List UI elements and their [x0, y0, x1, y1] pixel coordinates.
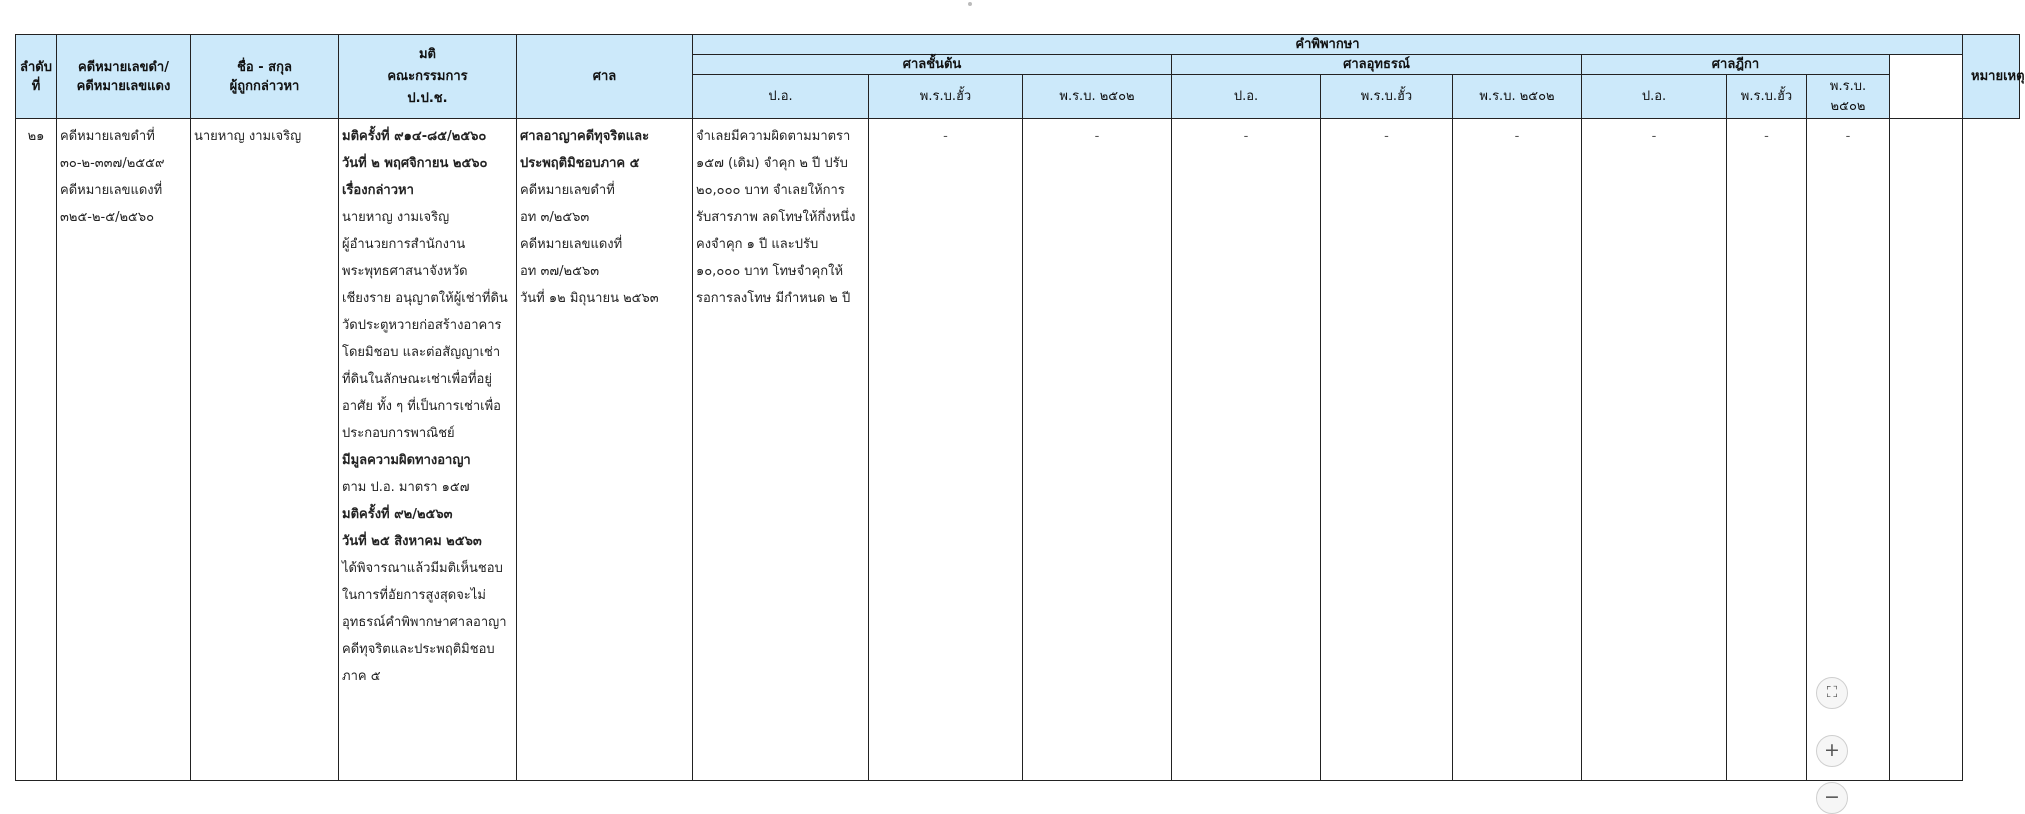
cell-resolution_lines-line: พระพุทธศาสนาจังหวัด: [342, 264, 468, 279]
first-penal-line: ๑๕๗ (เดิม) จำคุก ๒ ปี ปรับ: [696, 156, 848, 171]
header-appeal-act2: พ.ร.บ. ๒๕๐๒: [1453, 75, 1582, 119]
header-supreme-penal: ป.อ.: [1582, 75, 1727, 119]
cell-appeal-act1: -: [1321, 119, 1453, 781]
fit-page-icon: ⛶: [1826, 683, 1838, 701]
cell-resolution_lines-line: มติครั้งที่ ๙๑๔-๘๕/๒๕๖๐: [342, 129, 487, 144]
cell-resolution_lines-line: ในการที่อัยการสูงสุดจะไม่: [342, 588, 486, 603]
cell-court: [517, 119, 693, 781]
header-case-no: คดีหมายเลขดำ/ คดีหมายเลขแดง: [57, 35, 191, 119]
cell-supreme-act1: -: [1727, 119, 1807, 781]
cell-name: นายหาญ งามเจริญ: [191, 119, 339, 781]
header-appeal-court: ศาลอุทธรณ์: [1172, 55, 1582, 75]
cell-resolution_lines-line: มีมูลความผิดทางอาญา: [342, 453, 471, 468]
cell-appeal-penal: -: [1172, 119, 1321, 781]
cell-court_lines-line: คดีหมายเลขแดงที่: [520, 237, 623, 252]
header-appeal-penal: ป.อ.: [1172, 75, 1321, 119]
cell-resolution: [339, 119, 517, 781]
minus-icon: −: [1824, 786, 1840, 808]
cell-resolution_lines-line: ภาค ๕: [342, 669, 381, 684]
table-row: [16, 119, 2020, 781]
cell-resolution_lines-line: อุทธรณ์คำพิพากษาศาลอาญา: [342, 615, 507, 630]
header-name: ชื่อ - สกุล ผู้ถูกกล่าวหา: [191, 35, 339, 119]
cell-court_lines-line: คดีหมายเลขดำที่: [520, 183, 615, 198]
plus-icon: +: [1824, 739, 1840, 761]
zoom-out-button[interactable]: [1816, 782, 1848, 814]
cell-resolution_lines-line: ประกอบการพาณิชย์: [342, 426, 455, 441]
cell-first-act2: -: [1023, 119, 1172, 781]
header-first-act1: พ.ร.บ.ฮั้ว: [869, 75, 1023, 119]
first-penal-line: ๑๐,๐๐๐ บาท โทษจำคุกให้: [696, 264, 844, 279]
cell-supreme-act2: -: [1807, 119, 1890, 781]
cell-appeal-act2: -: [1453, 119, 1582, 781]
cell-case-no: คดีหมายเลขดำที่ ๓๐-๒-๓๓๗/๒๕๕๙ คดีหมายเลขแดงที่ ๓๒๕-๒-๕/๒๕๖๐: [57, 119, 191, 781]
cell-resolution_lines-line: โดยมิชอบ และต่อสัญญาเช่า: [342, 345, 501, 360]
cell-resolution_lines-line: วันที่ ๒ พฤศจิกายน ๒๕๖๐: [342, 156, 488, 171]
cell-resolution_lines-line: มติครั้งที่ ๙๒/๒๕๖๓: [342, 507, 453, 522]
cell-resolution_lines-line: ที่ดินในลักษณะเช่าเพื่อที่อยู่: [342, 372, 492, 387]
cell-first-penal: [693, 119, 869, 781]
cell-resolution_lines-line: อาศัย ทั้ง ๆ ที่เป็นการเช่าเพื่อ: [342, 399, 501, 414]
judgment-table: [15, 34, 2025, 781]
header-remark: หมายเหตุ: [1963, 35, 2020, 119]
cell-resolution_lines-line: เรื่องกล่าวหา: [342, 183, 414, 198]
cell-resolution_lines-line: นายหาญ งามเจริญ: [342, 210, 450, 225]
header-no: ลำดับ ที่: [16, 35, 57, 119]
first-penal-line: คงจำคุก ๑ ปี และปรับ: [696, 237, 819, 252]
header-first-court: ศาลชั้นต้น: [693, 55, 1172, 75]
zoom-in-button[interactable]: [1816, 735, 1848, 767]
cell-resolution_lines-line: เชียงราย อนุญาตให้ผู้เช่าที่ดิน: [342, 291, 508, 306]
fit-page-button[interactable]: [1816, 677, 1848, 709]
cell-first-act1: -: [869, 119, 1023, 781]
cell-court_lines-line: ประพฤติมิชอบภาค ๕: [520, 156, 640, 171]
first-penal-line: รับสารภาพ ลดโทษให้กึ่งหนึ่ง: [696, 210, 856, 225]
cell-resolution_lines-line: คดีทุจริตและประพฤติมิชอบ: [342, 642, 495, 657]
cell-resolution_lines-line: ผู้อำนวยการสำนักงาน: [342, 237, 466, 252]
cell-court_lines-line: อท ๓/๒๕๖๓: [520, 210, 590, 225]
header-appeal-act1: พ.ร.บ.ฮั้ว: [1321, 75, 1453, 119]
first-penal-line: ๒๐,๐๐๐ บาท จำเลยให้การ: [696, 183, 845, 198]
cell-supreme-penal: -: [1582, 119, 1727, 781]
header-first-penal: ป.อ.: [693, 75, 869, 119]
header-supreme-act2: พ.ร.บ. ๒๕๐๒: [1807, 75, 1890, 119]
first-penal-line: รอการลงโทษ มีกำหนด ๒ ปี: [696, 291, 851, 306]
first-penal-line: จำเลยมีความผิดตามมาตรา: [696, 129, 851, 144]
header-supreme-court: ศาลฎีกา: [1582, 55, 1890, 75]
cell-resolution_lines-line: ตาม ป.อ. มาตรา ๑๕๗: [342, 480, 470, 495]
page-marker: [968, 2, 972, 6]
cell-remark: [1890, 119, 1963, 781]
header-resolution: มติ คณะกรรมการ ป.ป.ช.: [339, 35, 517, 119]
header-court: ศาล: [517, 35, 693, 119]
cell-resolution_lines-line: ได้พิจารณาแล้วมีมติเห็นชอบ: [342, 561, 503, 576]
header-supreme-act1: พ.ร.บ.ฮั้ว: [1727, 75, 1807, 119]
cell-court_lines-line: อท ๓๗/๒๕๖๓: [520, 264, 600, 279]
cell-court_lines-line: ศาลอาญาคดีทุจริตและ: [520, 129, 650, 144]
header-judgment: คำพิพากษา: [693, 35, 1963, 55]
cell-no: ๒๑: [16, 119, 57, 781]
header-first-act2: พ.ร.บ. ๒๕๐๒: [1023, 75, 1172, 119]
cell-resolution_lines-line: วัดประตูหวายก่อสร้างอาคาร: [342, 318, 502, 333]
cell-resolution_lines-line: วันที่ ๒๕ สิงหาคม ๒๕๖๓: [342, 534, 482, 549]
cell-court_lines-line: วันที่ ๑๒ มิถุนายน ๒๕๖๓: [520, 291, 659, 306]
